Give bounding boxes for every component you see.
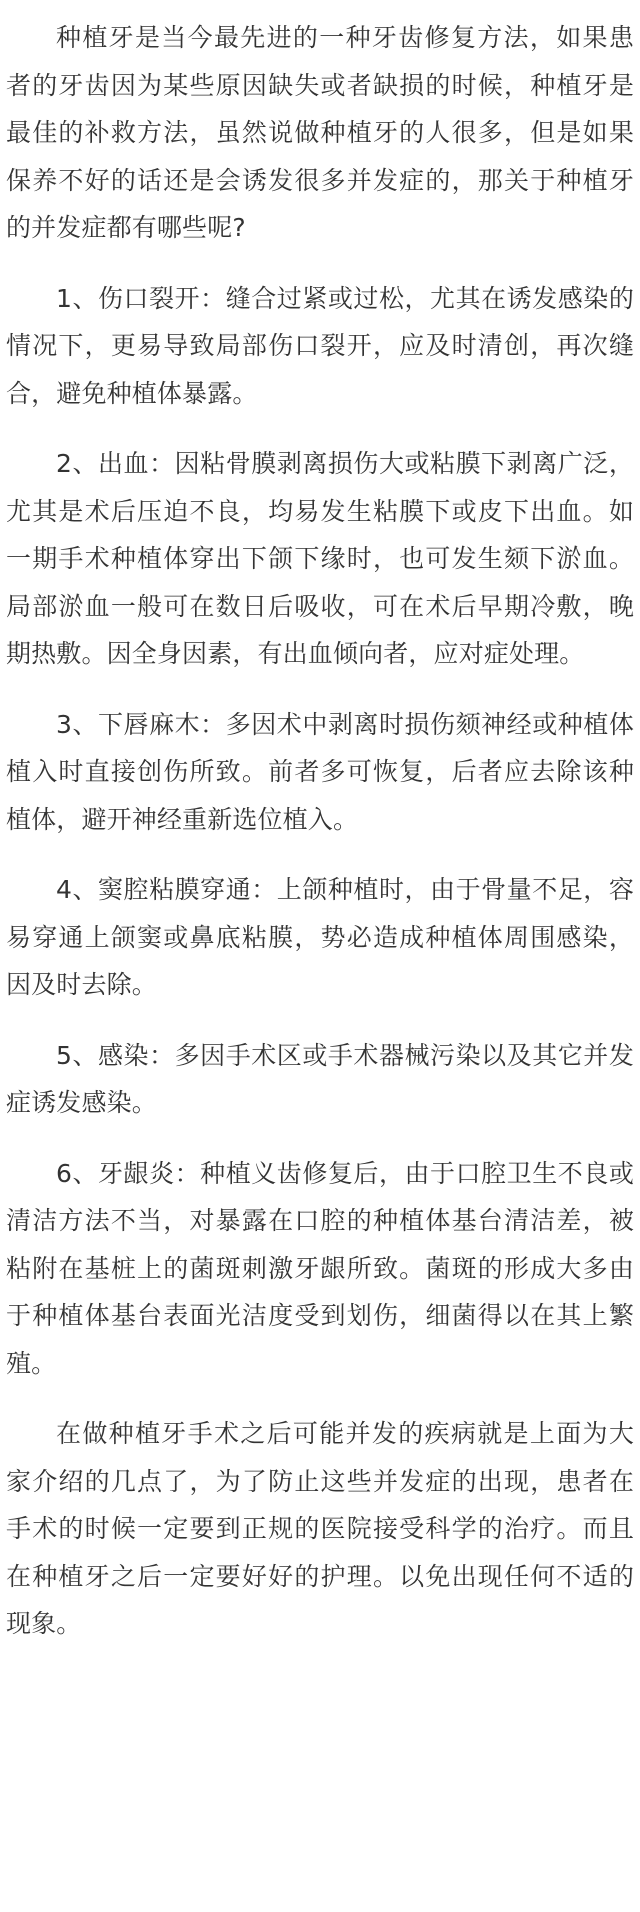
complication-wound-dehiscence: 1、伤口裂开：缝合过紧或过松，尤其在诱发感染的情况下，更易导致局部伤口裂开，应及时清创，再次缝合，避免种植体暴露。 (6, 283, 634, 408)
complication-infection: 5、感染：多因手术区或手术器械污染以及其它并发症诱发感染。 (6, 1040, 634, 1117)
complication-lower-lip-numbness: 3、下唇麻木：多因术中剥离时损伤颏神经或种植体植入时直接创伤所致。前者多可恢复，后者应去除该种植体，避开神经重新选位植入。 (6, 709, 634, 834)
complication-bleeding: 2、出血：因粘骨膜剥离损伤大或粘膜下剥离广泛，尤其是术后压迫不良，均易发生粘膜下或皮下出血。如一期手术种植体穿出下颌下缘时，也可发生颏下淤血。局部淤血一般可在数日后吸收，可在术后早期冷敷，晚期热敷。因全身因素，有出血倾向者，应对症处理。 (6, 449, 634, 668)
complication-gingivitis: 6、牙龈炎：种植义齿修复后，由于口腔卫生不良或清洁方法不当，对暴露在口腔的种植体基台清洁差，被粘附在基桩上的菌斑刺激牙龈所致。菌斑的形成大多由于种植体基台表面光洁度受到划伤，细菌得以在其上繁殖。 (6, 1158, 634, 1378)
complication-sinus-mucosa-perforation: 4、窦腔粘膜穿通：上颌种植时，由于骨量不足，容易穿通上颌窦或鼻底粘膜，势必造成种植体周围感染，因及时去除。 (6, 875, 634, 999)
intro-paragraph: 种植牙是当今最先进的一种牙齿修复方法，如果患者的牙齿因为某些原因缺失或者缺损的时候，种植牙是最佳的补救方法，虽然说做种植牙的人很多，但是如果保养不好的话还是会诱发很多并发症的，那关于种植牙的并发症都有哪些呢? (6, 23, 634, 242)
conclusion-paragraph: 在做种植牙手术之后可能并发的疾病就是上面为大家介绍的几点了，为了防止这些并发症的出现，患者在手术的时候一定要到正规的医院接受科学的治疗。而且在种植牙之后一定要好好的护理。以免出现任何不适的现象。 (6, 1419, 634, 1638)
